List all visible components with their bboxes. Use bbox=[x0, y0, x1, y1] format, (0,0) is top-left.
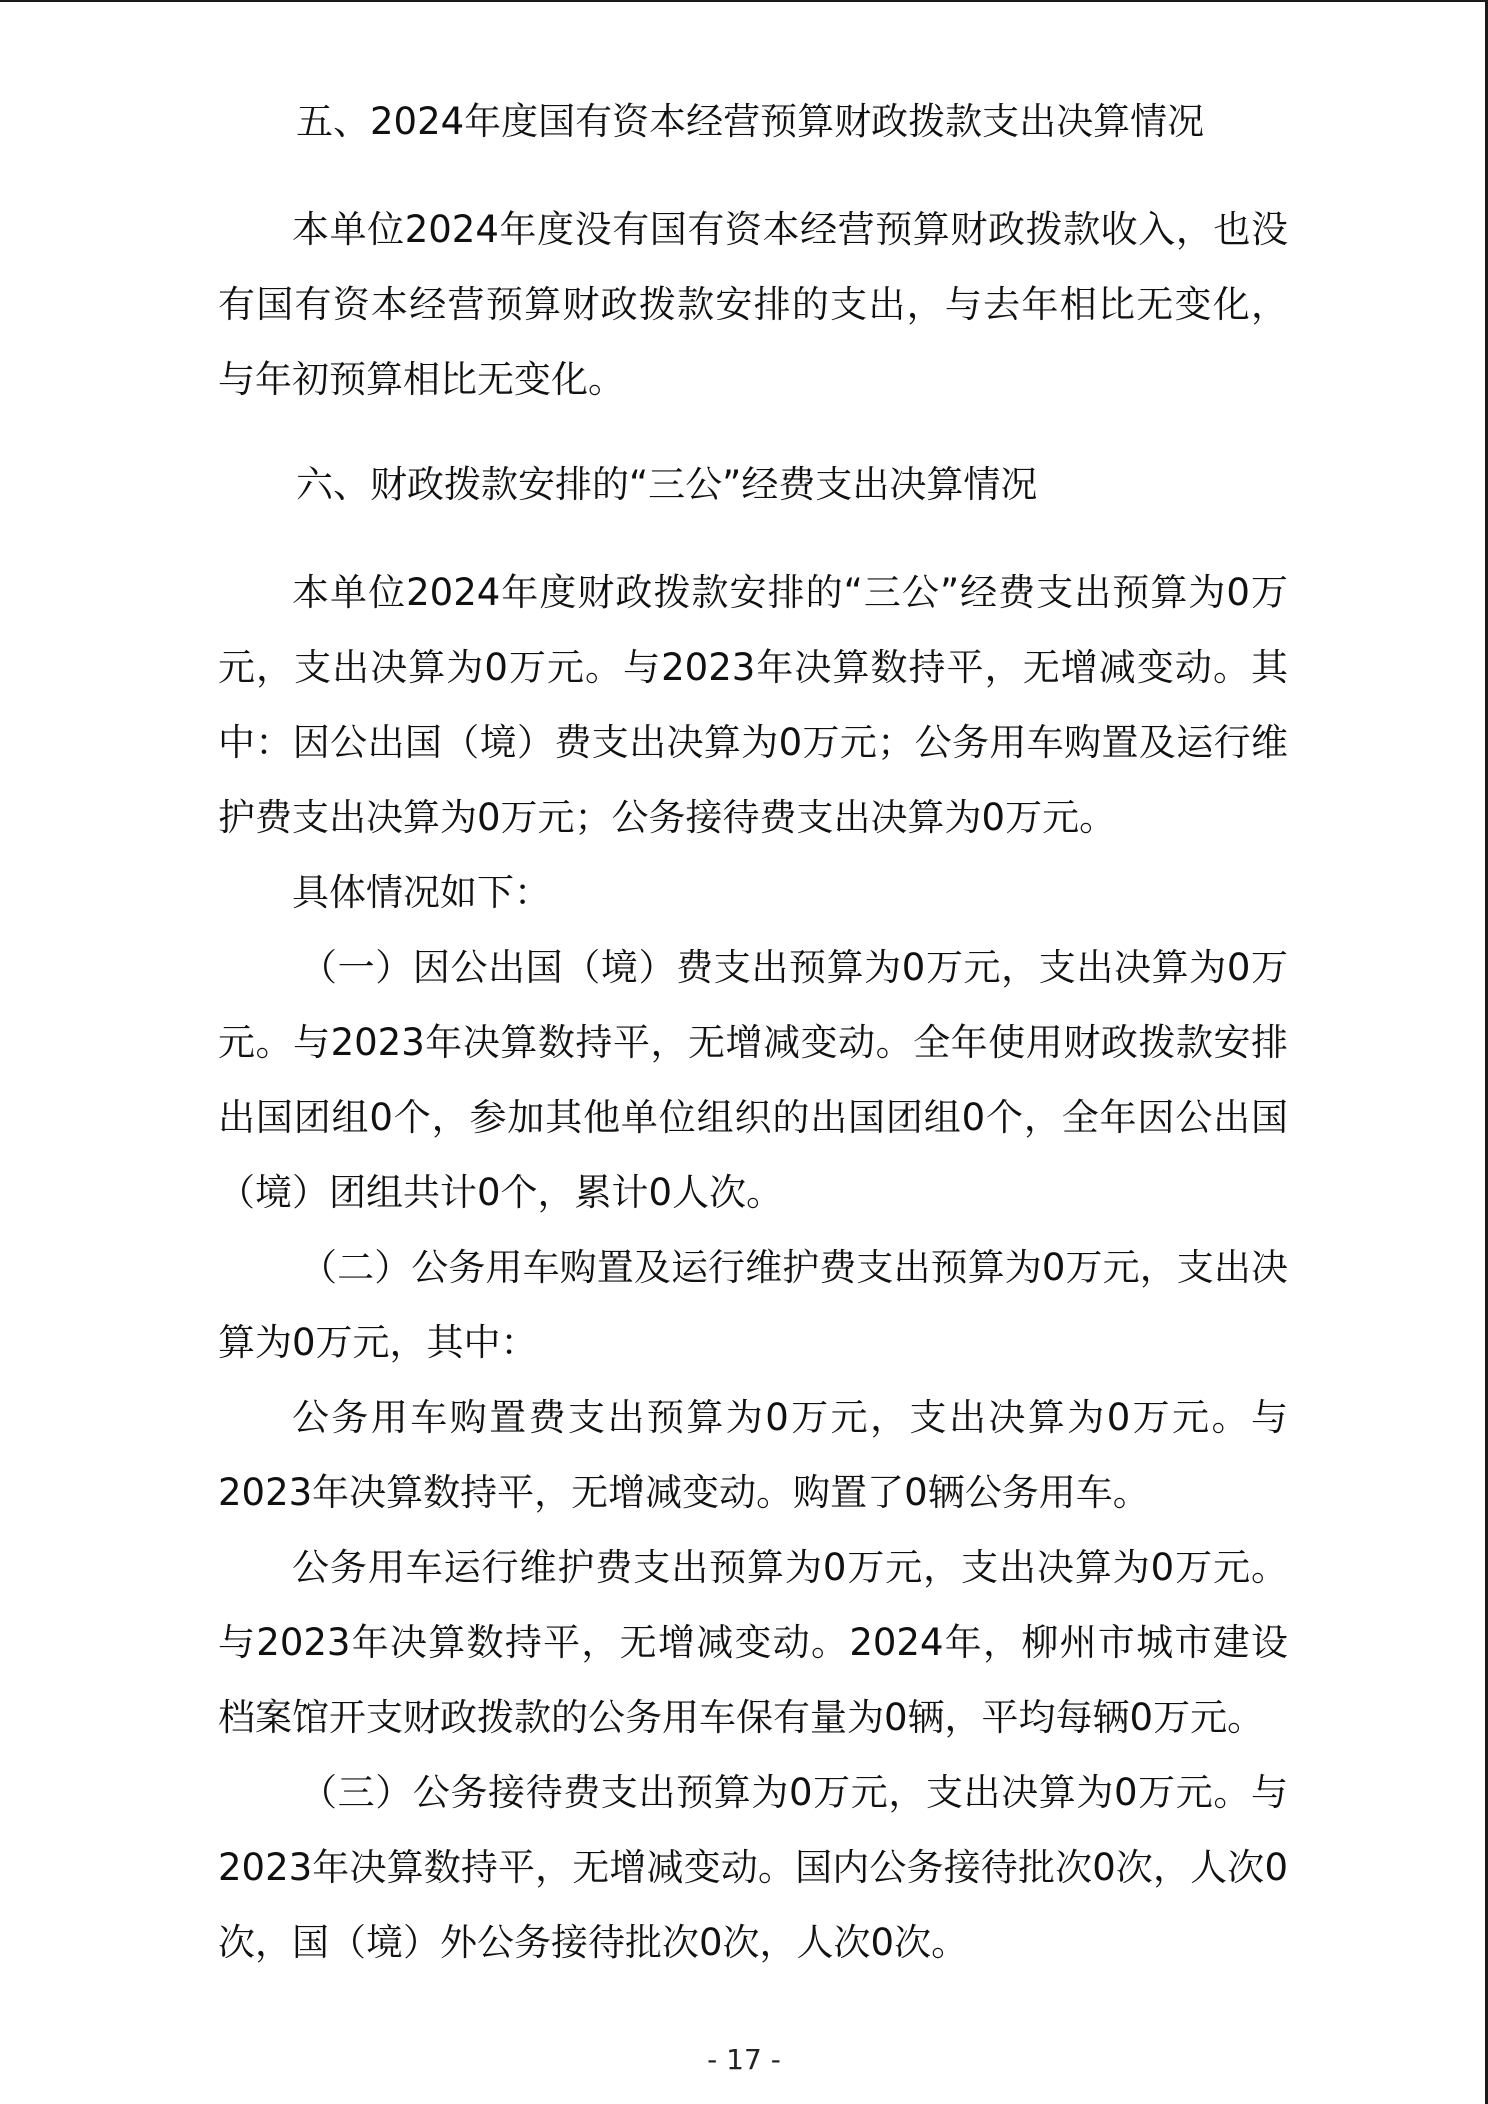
section-6-heading: 六、财政拨款安排的“三公”经费支出决算情况 bbox=[296, 463, 1038, 506]
section-5-heading: 五、2024年度国有资本经营预算财政拨款支出决算情况 bbox=[296, 100, 1205, 143]
spacer bbox=[218, 417, 1288, 455]
item-2-paragraph: （二）公务用车购置及运行维护费支出预算为0万元，支出决算为0万元，其中： bbox=[218, 1246, 1288, 1364]
details-lead-paragraph: 具体情况如下： bbox=[292, 871, 551, 914]
document-page bbox=[218, 92, 1288, 1980]
item-1-paragraph: （一）因公出国（境）费支出预算为0万元，支出决算为0万元。与2023年决算数持平，无增减变动。全年使用财政拨款安排出国团组0个，参加其他单位组织的出国团组0个，全年因公出国（境）团组共计0个，累计0人次。 bbox=[218, 946, 1288, 1214]
item-2-operation-paragraph: 公务用车运行维护费支出预算为0万元，支出决算为0万元。与2023年决算数持平，无增减变动。2024年，柳州市城市建设档案馆开支财政拨款的公务用车保有量为0辆，平均每辆0万元。 bbox=[218, 1546, 1288, 1739]
item-3-paragraph: （三）公务接待费支出预算为0万元，支出决算为0万元。与2023年决算数持平，无增减变动。国内公务接待批次0次，人次0次，国（境）外公务接待批次0次，人次0次。 bbox=[218, 1771, 1288, 1964]
section-6-intro-paragraph: 本单位2024年度财政拨款安排的“三公”经费支出预算为0万元，支出决算为0万元。与2023年决算数持平，无增减变动。其中：因公出国（境）费支出决算为0万元；公务用车购置及运行维护费支出决算为0万元；公务接待费支出决算为0万元。 bbox=[218, 571, 1288, 839]
page-number: - 17 - bbox=[707, 2043, 781, 2076]
page-border-top bbox=[0, 0, 1488, 2]
spacer bbox=[218, 152, 1288, 192]
spacer bbox=[218, 515, 1288, 555]
section-5-paragraph: 本单位2024年度没有国有资本经营预算财政拨款收入，也没有国有资本经营预算财政拨款安排的支出，与去年相比无变化，与年初预算相比无变化。 bbox=[218, 208, 1288, 401]
item-2-purchase-paragraph: 公务用车购置费支出预算为0万元，支出决算为0万元。与2023年决算数持平，无增减变动。购置了0辆公务用车。 bbox=[218, 1396, 1288, 1514]
